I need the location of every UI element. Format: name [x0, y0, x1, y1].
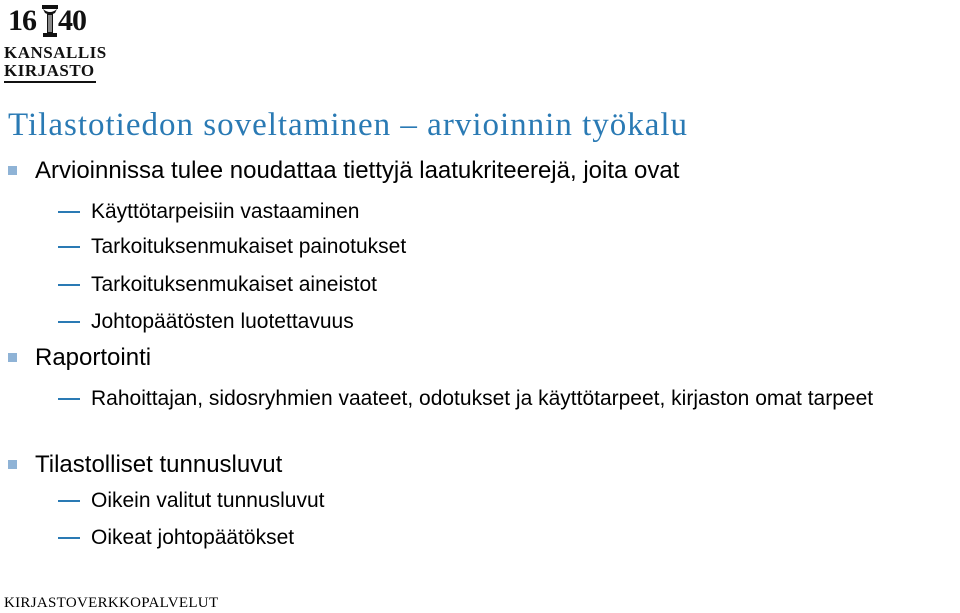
sub-bullet-text: Käyttötarpeisiin vastaaminen [91, 200, 360, 223]
logo-year [4, 4, 96, 38]
kansalliskirjasto-logo [4, 2, 107, 82]
bullet-text: Arvioinnissa tulee noudattaa tiettyjä laatukriteerejä, joita ovat [35, 157, 680, 184]
dash-bullet-icon [58, 246, 80, 248]
sub-bullet-text: Rahoittajan, sidosryhmien vaateet, odotukset ja käyttötarpeet, kirjaston omat tarpeet [91, 387, 874, 410]
dash-bullet-icon [58, 284, 80, 286]
dash-bullet-icon [58, 321, 80, 323]
square-bullet-icon [8, 353, 17, 362]
sub-bullet-text: Tarkoituksenmukaiset painotukset [91, 235, 407, 258]
logo-underline [4, 81, 96, 83]
sub-bullet-text: Oikeat johtopäätökset [91, 526, 295, 549]
sub-bullet-text: Oikein valitut tunnusluvut [91, 489, 325, 512]
logo-text-kirjasto: KIRJASTO [4, 61, 95, 80]
dash-bullet-icon [58, 211, 80, 213]
dash-bullet-icon [58, 398, 80, 400]
slide-title: Tilastotiedon soveltaminen – arvioinnin työkalu [8, 107, 689, 143]
square-bullet-icon [8, 166, 17, 175]
bullet-text: Raportointi [35, 344, 152, 371]
logo-year-right: 40 [58, 4, 86, 37]
logo-text-kansallis: KANSALLIS [4, 43, 107, 62]
dash-bullet-icon [58, 500, 80, 502]
square-bullet-icon [8, 460, 17, 469]
footer-text: KIRJASTOVERKKOPALVELUT [4, 595, 219, 611]
dash-bullet-icon [58, 537, 80, 539]
logo-year-left: 16 [8, 4, 36, 37]
sub-bullet-text: Johtopäätösten luotettavuus [91, 310, 354, 333]
sub-bullet-text: Tarkoituksenmukaiset aineistot [91, 273, 377, 296]
column-emblem-icon [40, 4, 60, 38]
bullet-text: Tilastolliset tunnusluvut [35, 451, 283, 478]
